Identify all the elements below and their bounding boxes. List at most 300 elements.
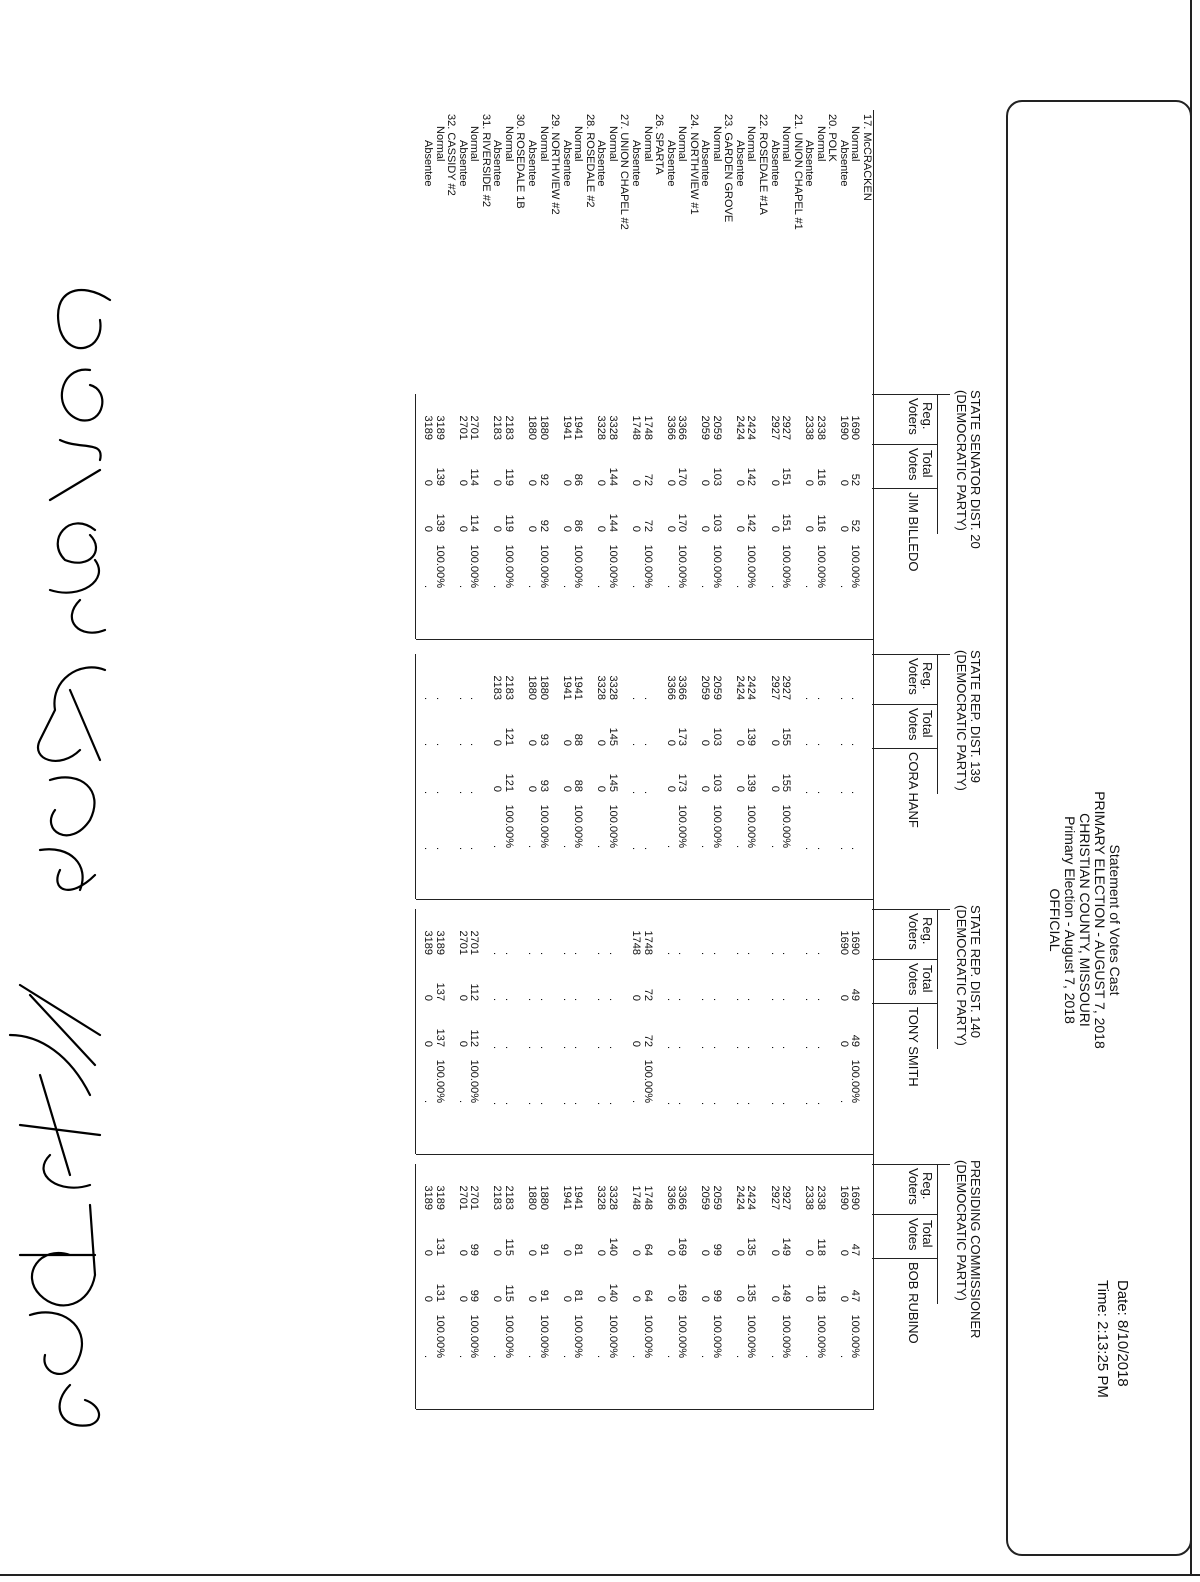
row-label: Normal bbox=[780, 126, 793, 162]
percent-cell: . bbox=[422, 1354, 435, 1358]
total-votes-cell: 116 bbox=[814, 468, 827, 486]
percent-cell: . bbox=[560, 844, 573, 848]
precinct-name: 32. CASSIDY #2 bbox=[445, 114, 458, 196]
empty-cell: . bbox=[468, 790, 481, 794]
candidate-votes-cell: 142 bbox=[745, 513, 758, 532]
candidate-votes-cell: 0 bbox=[456, 1295, 469, 1302]
race-end-rule bbox=[415, 1164, 416, 1409]
percent-cell: . bbox=[803, 584, 816, 588]
signature-1 bbox=[20, 270, 130, 650]
candidate-votes-cell: 0 bbox=[526, 525, 539, 532]
reg-voters-cell: 1941 bbox=[572, 675, 585, 700]
candidate-votes-cell: 0 bbox=[595, 525, 608, 532]
empty-cell: . bbox=[710, 997, 723, 1001]
percent-cell: 100.00% bbox=[676, 544, 689, 588]
percent-cell: . bbox=[422, 584, 435, 588]
percent-cell: 100.00% bbox=[572, 544, 585, 588]
precinct-name: 21. UNION CHAPEL #1 bbox=[791, 114, 804, 230]
row-label: Absentee bbox=[595, 140, 608, 187]
reg-voters-cell: 3328 bbox=[606, 1185, 619, 1210]
total-votes-cell: 49 bbox=[849, 988, 862, 1001]
table-rotated-body bbox=[220, 110, 990, 1430]
total-votes-cell: 0 bbox=[733, 479, 746, 486]
col-head-total: Total bbox=[920, 450, 935, 478]
percent-cell: . bbox=[837, 584, 850, 588]
col-head-total: Total bbox=[920, 965, 935, 993]
reg-voters-cell: 3366 bbox=[664, 675, 677, 700]
signature-2 bbox=[10, 650, 120, 910]
percent-cell: . bbox=[560, 584, 573, 588]
candidate-votes-cell: 64 bbox=[641, 1289, 654, 1302]
candidate-votes-cell: 0 bbox=[630, 525, 642, 532]
report-header bbox=[1047, 640, 1122, 1200]
empty-cell: . bbox=[814, 1101, 827, 1105]
total-votes-cell: 137 bbox=[433, 982, 446, 1001]
percent-cell: . bbox=[664, 1354, 677, 1358]
empty-cell: . bbox=[595, 1045, 608, 1049]
row-label: Normal bbox=[745, 126, 758, 162]
empty-cell: . bbox=[780, 951, 793, 955]
percent-cell: 100.00% bbox=[641, 544, 654, 588]
total-votes-cell: 0 bbox=[526, 479, 539, 486]
total-votes-cell: 142 bbox=[745, 467, 758, 486]
bottom-rule bbox=[0, 1574, 1200, 1576]
percent-cell: . bbox=[630, 1354, 642, 1358]
total-votes-cell: 0 bbox=[630, 479, 642, 486]
percent-cell: 100.00% bbox=[814, 1314, 827, 1358]
candidate-votes-cell: 131 bbox=[433, 1283, 446, 1302]
empty-cell: . bbox=[526, 1101, 539, 1105]
candidate-votes-cell: 0 bbox=[526, 785, 539, 792]
empty-cell: . bbox=[456, 790, 469, 794]
race-end-rule bbox=[415, 654, 416, 899]
report-datetime bbox=[1092, 1280, 1132, 1398]
percent-cell: 100.00% bbox=[502, 1314, 515, 1358]
empty-cell: . bbox=[814, 997, 827, 1001]
empty-cell: . bbox=[780, 997, 793, 1001]
empty-cell: . bbox=[837, 790, 850, 794]
empty-cell: . bbox=[468, 742, 481, 746]
col-head-votes: Votes bbox=[906, 448, 921, 481]
percent-cell: . bbox=[768, 844, 781, 848]
reg-voters-cell: 1748 bbox=[630, 415, 642, 440]
candidate-votes-cell: 0 bbox=[491, 525, 504, 532]
total-votes-cell: 0 bbox=[560, 1249, 573, 1256]
reg-voters-cell: 3328 bbox=[606, 415, 619, 440]
empty-cell: . bbox=[768, 951, 781, 955]
percent-cell: 100.00% bbox=[537, 1314, 550, 1358]
empty-cell: . bbox=[595, 997, 608, 1001]
candidate-votes-cell: 116 bbox=[814, 514, 827, 532]
total-votes-cell: 64 bbox=[641, 1243, 654, 1256]
percent-cell: 100.00% bbox=[849, 544, 862, 588]
col-rule-reg bbox=[872, 959, 938, 960]
col-head-votes: Votes bbox=[906, 1218, 921, 1251]
candidate-name: CORA HANF bbox=[906, 752, 921, 828]
candidate-votes-cell: 0 bbox=[630, 1295, 642, 1302]
row-label: Absentee bbox=[768, 140, 781, 187]
election-name: PRIMARY ELECTION - AUGUST 7, 2018 bbox=[1092, 791, 1108, 1049]
total-votes-cell: 0 bbox=[699, 479, 712, 486]
candidate-votes-cell: 91 bbox=[537, 1289, 550, 1302]
reg-voters-cell: 3366 bbox=[676, 1185, 689, 1210]
empty-cell: . bbox=[491, 1045, 504, 1049]
col-head-total: Total bbox=[920, 1220, 935, 1248]
percent-cell: 100.00% bbox=[537, 804, 550, 848]
candidate-votes-cell: 170 bbox=[676, 513, 689, 532]
total-votes-cell: 88 bbox=[572, 733, 585, 746]
total-votes-cell: 173 bbox=[676, 727, 689, 746]
label-column-rule bbox=[873, 110, 874, 360]
report-status: OFFICIAL bbox=[1047, 888, 1063, 952]
empty-cell: . bbox=[468, 696, 481, 700]
empty-cell: . bbox=[803, 951, 816, 955]
total-votes-cell: 0 bbox=[560, 739, 573, 746]
reg-voters-cell: 1941 bbox=[572, 415, 585, 440]
total-votes-cell: 0 bbox=[837, 1249, 850, 1256]
empty-cell: . bbox=[606, 997, 619, 1001]
empty-cell: . bbox=[595, 951, 608, 955]
percent-cell: 100.00% bbox=[606, 804, 619, 848]
empty-cell: . bbox=[849, 696, 862, 700]
race-left-rule bbox=[872, 394, 950, 395]
empty-cell: . bbox=[780, 1045, 793, 1049]
percent-cell: . bbox=[699, 584, 712, 588]
reg-voters-cell: 1748 bbox=[630, 930, 642, 955]
race-title: STATE SENATOR DIST. 20 bbox=[968, 390, 983, 549]
empty-cell: . bbox=[803, 1045, 816, 1049]
candidate-name: BOB RUBINO bbox=[906, 1262, 921, 1344]
percent-cell: 100.00% bbox=[433, 544, 446, 588]
percent-cell: 100.00% bbox=[641, 1314, 654, 1358]
candidate-votes-cell: 99 bbox=[710, 1289, 723, 1302]
precinct-name: 24. NORTHVIEW #1 bbox=[687, 114, 700, 215]
candidate-votes-cell: 0 bbox=[768, 1295, 781, 1302]
empty-cell: . bbox=[606, 951, 619, 955]
row-label: Absentee bbox=[803, 140, 816, 187]
col-rule-reg bbox=[872, 444, 938, 445]
total-votes-cell: 112 bbox=[468, 983, 481, 1001]
row-label: Normal bbox=[814, 126, 827, 162]
percent-cell: 100.00% bbox=[780, 804, 793, 848]
candidate-votes-cell: 0 bbox=[768, 785, 781, 792]
percent-cell: 100.00% bbox=[641, 1059, 654, 1103]
percent-cell: . bbox=[560, 1354, 573, 1358]
candidate-votes-cell: 0 bbox=[733, 525, 746, 532]
percent-cell: 100.00% bbox=[745, 544, 758, 588]
candidate-votes-cell: 119 bbox=[502, 514, 515, 532]
empty-cell: . bbox=[630, 790, 642, 794]
candidate-name: TONY SMITH bbox=[906, 1007, 921, 1087]
report-title: Statement of Votes Cast bbox=[1107, 844, 1123, 996]
percent-cell: 100.00% bbox=[606, 544, 619, 588]
percent-cell: . bbox=[422, 1099, 435, 1103]
col-head-voters: Voters bbox=[906, 913, 921, 950]
reg-voters-cell: 2059 bbox=[710, 1185, 723, 1210]
total-votes-cell: 0 bbox=[456, 994, 469, 1001]
total-votes-cell: 170 bbox=[676, 467, 689, 486]
row-label: Normal bbox=[849, 126, 862, 162]
empty-cell: . bbox=[803, 696, 816, 700]
candidate-votes-cell: 139 bbox=[433, 513, 446, 532]
total-votes-cell: 0 bbox=[699, 739, 712, 746]
reg-voters-cell: 2424 bbox=[745, 675, 758, 700]
empty-cell: . bbox=[676, 997, 689, 1001]
empty-cell: . bbox=[699, 1101, 712, 1105]
total-votes-cell: 118 bbox=[814, 1238, 827, 1256]
row-label: Normal bbox=[572, 126, 585, 162]
candidate-votes-cell: 0 bbox=[560, 785, 573, 792]
empty-cell: . bbox=[422, 742, 435, 746]
total-votes-cell: 114 bbox=[468, 468, 481, 486]
candidate-votes-cell: 0 bbox=[560, 1295, 573, 1302]
percent-cell: 100.00% bbox=[745, 804, 758, 848]
percent-cell: . bbox=[595, 584, 608, 588]
reg-voters-cell: 2927 bbox=[780, 675, 793, 700]
empty-cell: . bbox=[606, 1101, 619, 1105]
empty-cell: . bbox=[560, 1101, 573, 1105]
empty-cell: . bbox=[780, 1101, 793, 1105]
total-votes-cell: 0 bbox=[491, 739, 504, 746]
col-rule-cand bbox=[937, 394, 938, 534]
candidate-votes-cell: 52 bbox=[849, 519, 862, 532]
percent-cell: 100.00% bbox=[433, 1059, 446, 1103]
total-votes-cell: 0 bbox=[456, 1249, 469, 1256]
row-label: Absentee bbox=[664, 140, 677, 187]
candidate-votes-cell: 135 bbox=[745, 1283, 758, 1302]
precinct-name: 23. GARDEN GROVE bbox=[722, 114, 735, 223]
total-votes-cell: 115 bbox=[502, 1238, 515, 1256]
precinct-name: 26. SPARTA bbox=[653, 114, 666, 175]
empty-cell: . bbox=[814, 846, 827, 850]
percent-cell: . bbox=[837, 1354, 850, 1358]
candidate-votes-cell: 114 bbox=[468, 514, 481, 532]
race-bottom-rule bbox=[873, 654, 874, 899]
percent-cell: . bbox=[768, 584, 781, 588]
reg-voters-cell: 3366 bbox=[676, 415, 689, 440]
col-rule-reg bbox=[872, 1214, 938, 1215]
reg-voters-cell: 2927 bbox=[780, 415, 793, 440]
empty-cell: . bbox=[768, 997, 781, 1001]
report-date: Date: 8/10/2018 bbox=[1114, 1280, 1131, 1387]
total-votes-cell: 0 bbox=[664, 739, 677, 746]
empty-cell: . bbox=[433, 790, 446, 794]
reg-voters-cell: 2701 bbox=[468, 415, 481, 440]
empty-cell: . bbox=[537, 1045, 550, 1049]
candidate-votes-cell: 145 bbox=[606, 773, 619, 792]
total-votes-cell: 93 bbox=[537, 733, 550, 746]
empty-cell: . bbox=[502, 951, 515, 955]
reg-voters-cell: 1690 bbox=[849, 415, 862, 440]
race-title: STATE REP. DIST. 140 bbox=[968, 905, 983, 1038]
candidate-votes-cell: 112 bbox=[468, 1029, 481, 1047]
total-votes-cell: 121 bbox=[502, 727, 515, 746]
empty-cell: . bbox=[491, 997, 504, 1001]
reg-voters-cell: 1690 bbox=[849, 1185, 862, 1210]
candidate-votes-cell: 0 bbox=[699, 1295, 712, 1302]
percent-cell: 100.00% bbox=[745, 1314, 758, 1358]
empty-cell: . bbox=[733, 951, 746, 955]
col-head-votes: Votes bbox=[906, 708, 921, 741]
candidate-votes-cell: 88 bbox=[572, 779, 585, 792]
candidate-votes-cell: 0 bbox=[560, 525, 573, 532]
candidate-votes-cell: 0 bbox=[526, 1295, 539, 1302]
empty-cell: . bbox=[710, 951, 723, 955]
reg-voters-cell: 3366 bbox=[664, 1185, 677, 1210]
reg-voters-cell: 3328 bbox=[606, 675, 619, 700]
report-time: Time: 2:13:25 PM bbox=[1094, 1280, 1111, 1398]
reg-voters-cell: 3328 bbox=[595, 675, 608, 700]
race-left-rule bbox=[872, 1164, 950, 1165]
race-right-rule bbox=[416, 639, 874, 640]
percent-cell: 100.00% bbox=[676, 1314, 689, 1358]
precinct-name: 28. ROSEDALE #2 bbox=[583, 114, 596, 208]
empty-cell: . bbox=[803, 846, 816, 850]
empty-cell: . bbox=[537, 997, 550, 1001]
empty-cell: . bbox=[733, 1101, 746, 1105]
percent-cell: 100.00% bbox=[849, 1059, 862, 1103]
reg-voters-cell: 1880 bbox=[526, 675, 539, 700]
reg-voters-cell: 2183 bbox=[502, 675, 515, 700]
empty-cell: . bbox=[595, 1101, 608, 1105]
total-votes-cell: 135 bbox=[745, 1237, 758, 1256]
total-votes-cell: 0 bbox=[595, 479, 608, 486]
reg-voters-cell: 2424 bbox=[733, 675, 746, 700]
race-bottom-rule bbox=[873, 394, 874, 639]
reg-voters-cell: 2338 bbox=[814, 415, 827, 440]
empty-cell: . bbox=[641, 696, 654, 700]
empty-cell: . bbox=[560, 1045, 573, 1049]
reg-voters-cell: 2927 bbox=[768, 415, 781, 440]
candidate-votes-cell: 99 bbox=[468, 1289, 481, 1302]
percent-cell: . bbox=[456, 584, 469, 588]
empty-cell: . bbox=[814, 1045, 827, 1049]
percent-cell: . bbox=[491, 844, 504, 848]
total-votes-cell: 72 bbox=[641, 988, 654, 1001]
reg-voters-cell: 2059 bbox=[710, 415, 723, 440]
total-votes-cell: 0 bbox=[560, 479, 573, 486]
col-head-reg: Reg. bbox=[920, 1172, 935, 1200]
candidate-votes-cell: 0 bbox=[803, 1295, 816, 1302]
race-end-rule bbox=[415, 394, 416, 639]
election-subtitle: Primary Election - August 7, 2018 bbox=[1062, 816, 1078, 1024]
empty-cell: . bbox=[745, 951, 758, 955]
empty-cell: . bbox=[433, 742, 446, 746]
reg-voters-cell: 2183 bbox=[502, 1185, 515, 1210]
candidate-votes-cell: 0 bbox=[456, 525, 469, 532]
reg-voters-cell: 1880 bbox=[537, 1185, 550, 1210]
reg-voters-cell: 2059 bbox=[699, 1185, 712, 1210]
percent-cell: . bbox=[664, 584, 677, 588]
reg-voters-cell: 2183 bbox=[491, 415, 504, 440]
percent-cell: 100.00% bbox=[572, 804, 585, 848]
col-rule-total bbox=[872, 1003, 938, 1004]
candidate-votes-cell: 0 bbox=[733, 1295, 746, 1302]
empty-cell: . bbox=[664, 997, 677, 1001]
row-label: Absentee bbox=[837, 140, 850, 187]
reg-voters-cell: 1880 bbox=[526, 1185, 539, 1210]
empty-cell: . bbox=[699, 997, 712, 1001]
empty-cell: . bbox=[641, 742, 654, 746]
reg-voters-cell: 2059 bbox=[699, 675, 712, 700]
reg-voters-cell: 2424 bbox=[745, 1185, 758, 1210]
empty-cell: . bbox=[676, 1101, 689, 1105]
empty-cell: . bbox=[526, 951, 539, 955]
candidate-votes-cell: 0 bbox=[422, 525, 435, 532]
empty-cell: . bbox=[814, 951, 827, 955]
race-party: (DEMOCRATIC PARTY) bbox=[954, 390, 969, 531]
empty-cell: . bbox=[710, 1045, 723, 1049]
row-label: Absentee bbox=[733, 140, 746, 187]
empty-cell: . bbox=[630, 742, 642, 746]
empty-cell: . bbox=[768, 1101, 781, 1105]
percent-cell: . bbox=[664, 844, 677, 848]
col-head-total: Total bbox=[920, 710, 935, 738]
reg-voters-cell: 1880 bbox=[537, 675, 550, 700]
col-rule-cand bbox=[937, 1164, 938, 1304]
total-votes-cell: 0 bbox=[422, 994, 435, 1001]
empty-cell: . bbox=[849, 790, 862, 794]
row-label: Normal bbox=[502, 126, 515, 162]
percent-cell: . bbox=[456, 1354, 469, 1358]
percent-cell: 100.00% bbox=[433, 1314, 446, 1358]
candidate-votes-cell: 49 bbox=[849, 1034, 862, 1047]
total-votes-cell: 99 bbox=[710, 1243, 723, 1256]
candidate-votes-cell: 0 bbox=[837, 525, 850, 532]
candidate-votes-cell: 47 bbox=[849, 1289, 862, 1302]
candidate-votes-cell: 0 bbox=[699, 785, 712, 792]
total-votes-cell: 0 bbox=[768, 1249, 781, 1256]
candidate-votes-cell: 0 bbox=[664, 785, 677, 792]
empty-cell: . bbox=[560, 951, 573, 955]
percent-cell: . bbox=[837, 1099, 850, 1103]
reg-voters-cell: 1690 bbox=[837, 415, 850, 440]
percent-cell: 100.00% bbox=[710, 1314, 723, 1358]
col-head-voters: Voters bbox=[906, 1168, 921, 1205]
signature-3 bbox=[0, 975, 110, 1205]
empty-cell: . bbox=[560, 997, 573, 1001]
total-votes-cell: 131 bbox=[433, 1237, 446, 1256]
total-votes-cell: 81 bbox=[572, 1243, 585, 1256]
percent-cell: . bbox=[733, 1354, 746, 1358]
candidate-votes-cell: 0 bbox=[491, 785, 504, 792]
total-votes-cell: 0 bbox=[733, 739, 746, 746]
candidate-votes-cell: 137 bbox=[433, 1028, 446, 1047]
total-votes-cell: 0 bbox=[803, 479, 816, 486]
row-label: Absentee bbox=[526, 140, 539, 187]
percent-cell: . bbox=[699, 844, 712, 848]
percent-cell: 100.00% bbox=[780, 544, 793, 588]
candidate-votes-cell: 81 bbox=[572, 1289, 585, 1302]
percent-cell: . bbox=[699, 1354, 712, 1358]
percent-cell: . bbox=[595, 844, 608, 848]
percent-cell: 100.00% bbox=[780, 1314, 793, 1358]
total-votes-cell: 72 bbox=[641, 473, 654, 486]
total-votes-cell: 52 bbox=[849, 473, 862, 486]
percent-cell: . bbox=[768, 1354, 781, 1358]
race-left-rule bbox=[872, 654, 950, 655]
candidate-votes-cell: 0 bbox=[733, 785, 746, 792]
candidate-name: JIM BILLEDO bbox=[906, 492, 921, 572]
total-votes-cell: 0 bbox=[768, 739, 781, 746]
race-end-rule bbox=[415, 909, 416, 1154]
candidate-votes-cell: 169 bbox=[676, 1283, 689, 1302]
candidate-votes-cell: 86 bbox=[572, 519, 585, 532]
reg-voters-cell: 3366 bbox=[676, 675, 689, 700]
empty-cell: . bbox=[676, 951, 689, 955]
empty-cell: . bbox=[572, 951, 585, 955]
total-votes-cell: 169 bbox=[676, 1237, 689, 1256]
